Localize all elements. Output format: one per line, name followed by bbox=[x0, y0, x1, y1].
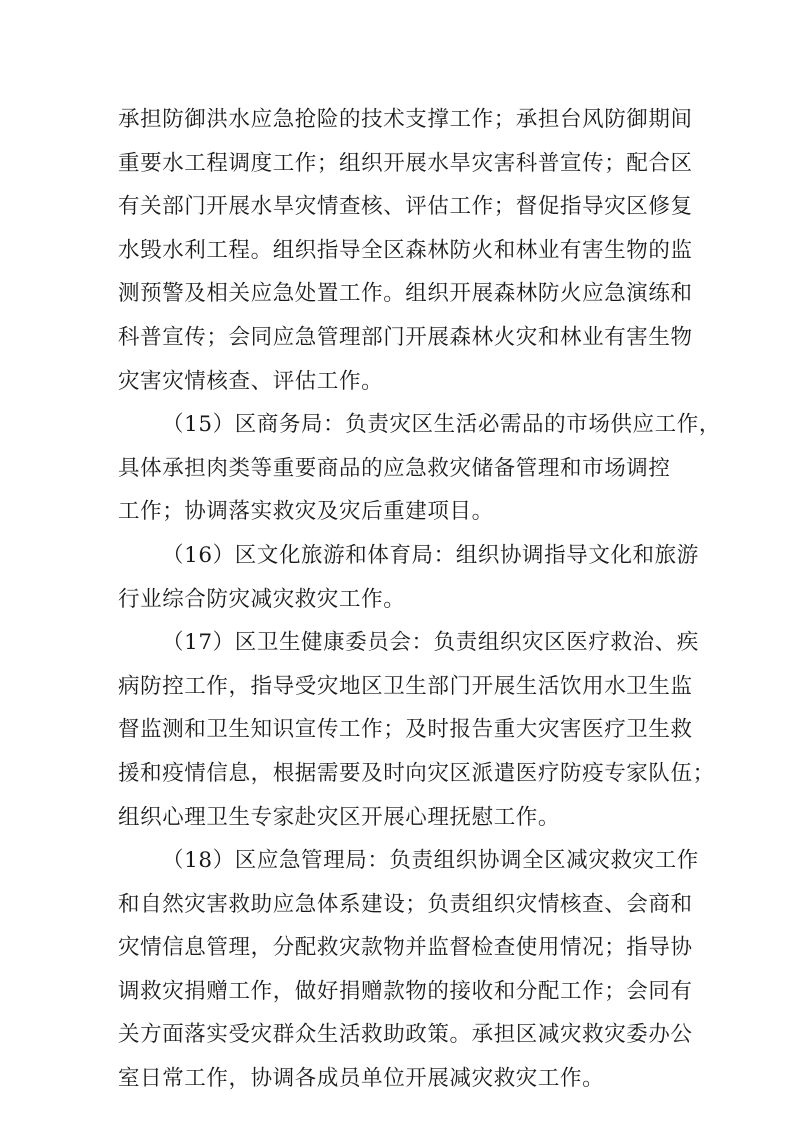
text-line: 工作；协调落实救灾及灾后重建项目。 bbox=[118, 499, 494, 525]
text-line: 病防控工作，指导受灾地区卫生部门开展生活饮用水卫生监 bbox=[118, 673, 693, 699]
text-line: 和自然灾害救助应急体系建设；负责组织灾情核查、会商和 bbox=[118, 891, 693, 917]
text-line: （15）区商务局：负责灾区生活必需品的市场供应工作， bbox=[162, 412, 721, 438]
text-line: 调救灾捐赠工作，做好捐赠款物的接收和分配工作；会同有 bbox=[118, 978, 693, 1004]
paragraph-item-18 bbox=[118, 839, 699, 1101]
paragraph-item-17 bbox=[118, 621, 715, 839]
text-line: 室日常工作，协调各成员单位开展减灾救灾工作。 bbox=[118, 1066, 605, 1092]
text-line: 援和疫情信息，根据需要及时向灾区派遣医疗防疫专家队伍； bbox=[118, 760, 715, 786]
text-line: 有关部门开展水旱灾情查核、评估工作；督促指导灾区修复 bbox=[118, 194, 693, 220]
paragraph-item-15 bbox=[118, 403, 721, 534]
text-line: 灾情信息管理，分配救灾款物并监督检查使用情况；指导协 bbox=[118, 935, 693, 961]
text-line: 具体承担肉类等重要商品的应急救灾储备管理和市场调控 bbox=[118, 455, 671, 481]
text-line: 行业综合防灾减灾救灾工作。 bbox=[118, 586, 406, 612]
text-line: 组织心理卫生专家赴灾区开展心理抚慰工作。 bbox=[118, 804, 561, 830]
text-line: 灾害灾情核查、评估工作。 bbox=[118, 368, 384, 394]
text-line: 水毁水利工程。组织指导全区森林防火和林业有害生物的监 bbox=[118, 237, 693, 263]
document-body bbox=[118, 98, 721, 1101]
text-line: （16）区文化旅游和体育局：组织协调指导文化和旅游 bbox=[162, 542, 699, 568]
text-line: 关方面落实受灾群众生活救助政策。承担区减灾救灾委办公 bbox=[118, 1022, 693, 1048]
text-line: （17）区卫生健康委员会：负责组织灾区医疗救治、疾 bbox=[162, 630, 699, 656]
text-line: 测预警及相关应急处置工作。组织开展森林防火应急演练和 bbox=[118, 281, 693, 307]
text-line: 承担防御洪水应急抢险的技术支撑工作；承担台风防御期间 bbox=[118, 107, 693, 132]
text-line: 督监测和卫生知识宣传工作；及时报告重大灾害医疗卫生救 bbox=[118, 717, 693, 743]
paragraph-continued bbox=[118, 98, 693, 403]
text-line: 重要水工程调度工作；组织开展水旱灾害科普宣传；配合区 bbox=[118, 150, 693, 176]
text-line: （18）区应急管理局：负责组织协调全区减灾救灾工作 bbox=[162, 848, 699, 874]
paragraph-item-16 bbox=[118, 534, 699, 621]
text-line: 科普宣传；会同应急管理部门开展森林火灾和林业有害生物 bbox=[118, 324, 693, 350]
